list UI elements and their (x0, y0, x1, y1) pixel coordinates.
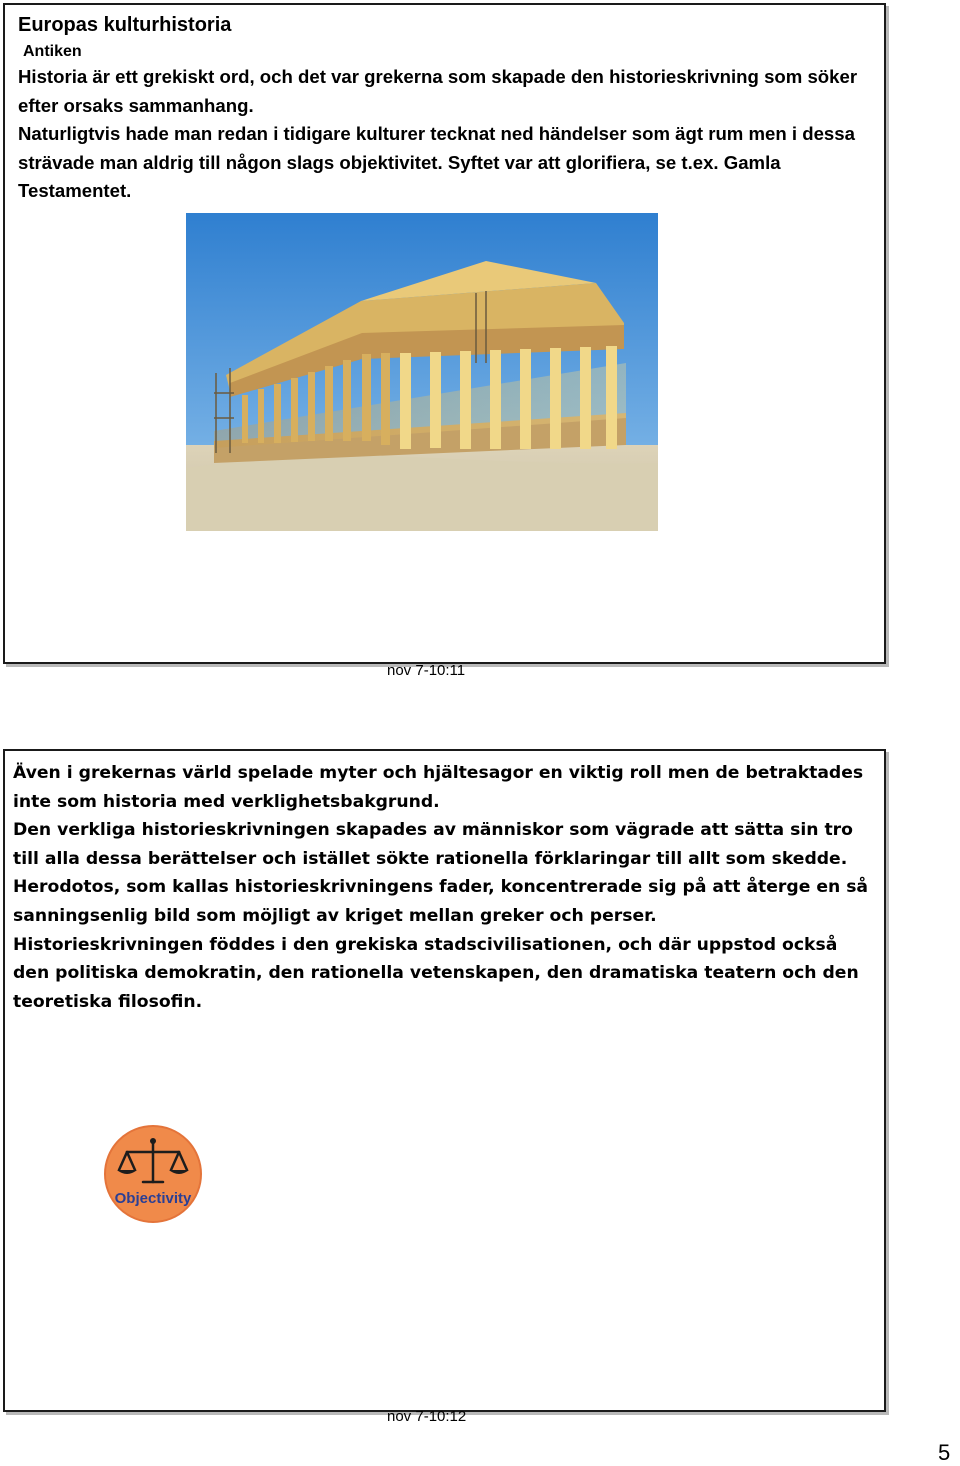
body-paragraph: Historieskrivningen föddes i den grekiska stadscivilisationen, och där uppstod också den politiska demokratin, den rationella vetenskapen, den dramatiska teatern och den teoretiska filosofin. (13, 934, 859, 1012)
slide-body (13, 759, 879, 1016)
badge-label: Objectivity (114, 1190, 192, 1207)
body-paragraph: Den verkliga historieskrivningen skapades av människor som vägrade att sätta sin tro till alla dessa berättelser och istället sökte rationella förklaringar till allt som skedde. Herodotos, som kallas historieskrivningens fader, koncentrerade sig på att återge en så sanningsenlig bild som möjligt av kriget mellan greker och perser. (13, 820, 869, 926)
slide-subtitle: Antiken (23, 43, 82, 60)
slide-body (18, 63, 878, 206)
slide-2 (3, 749, 886, 1412)
slide-title: Europas kulturhistoria (18, 14, 232, 36)
body-paragraph: Även i grekernas värld spelade myter och hjältesagor en viktig roll men de betraktades inte som historia med verklighetsbakgrund. (13, 763, 864, 812)
body-paragraph: Naturligtvis hade man redan i tidigare kulturer tecknat ned händelser som ägt rum men i dessa strävade man aldrig till någon slags objektivitet. Syftet var att glorifiera, se t.ex. Gamla Testamentet. (18, 123, 855, 202)
timestamp: nov 7-10:11 (387, 662, 466, 679)
body-paragraph: Historia är ett grekiskt ord, och det var grekerna som skapade den historieskrivning som söker efter orsaks sammanhang. (18, 66, 858, 116)
parthenon-photo (186, 213, 658, 531)
timestamp: nov 7-10:12 (387, 1408, 467, 1425)
objectivity-scales-icon (103, 1124, 203, 1224)
slide-1 (3, 3, 886, 664)
page-number: 5 (938, 1440, 951, 1465)
